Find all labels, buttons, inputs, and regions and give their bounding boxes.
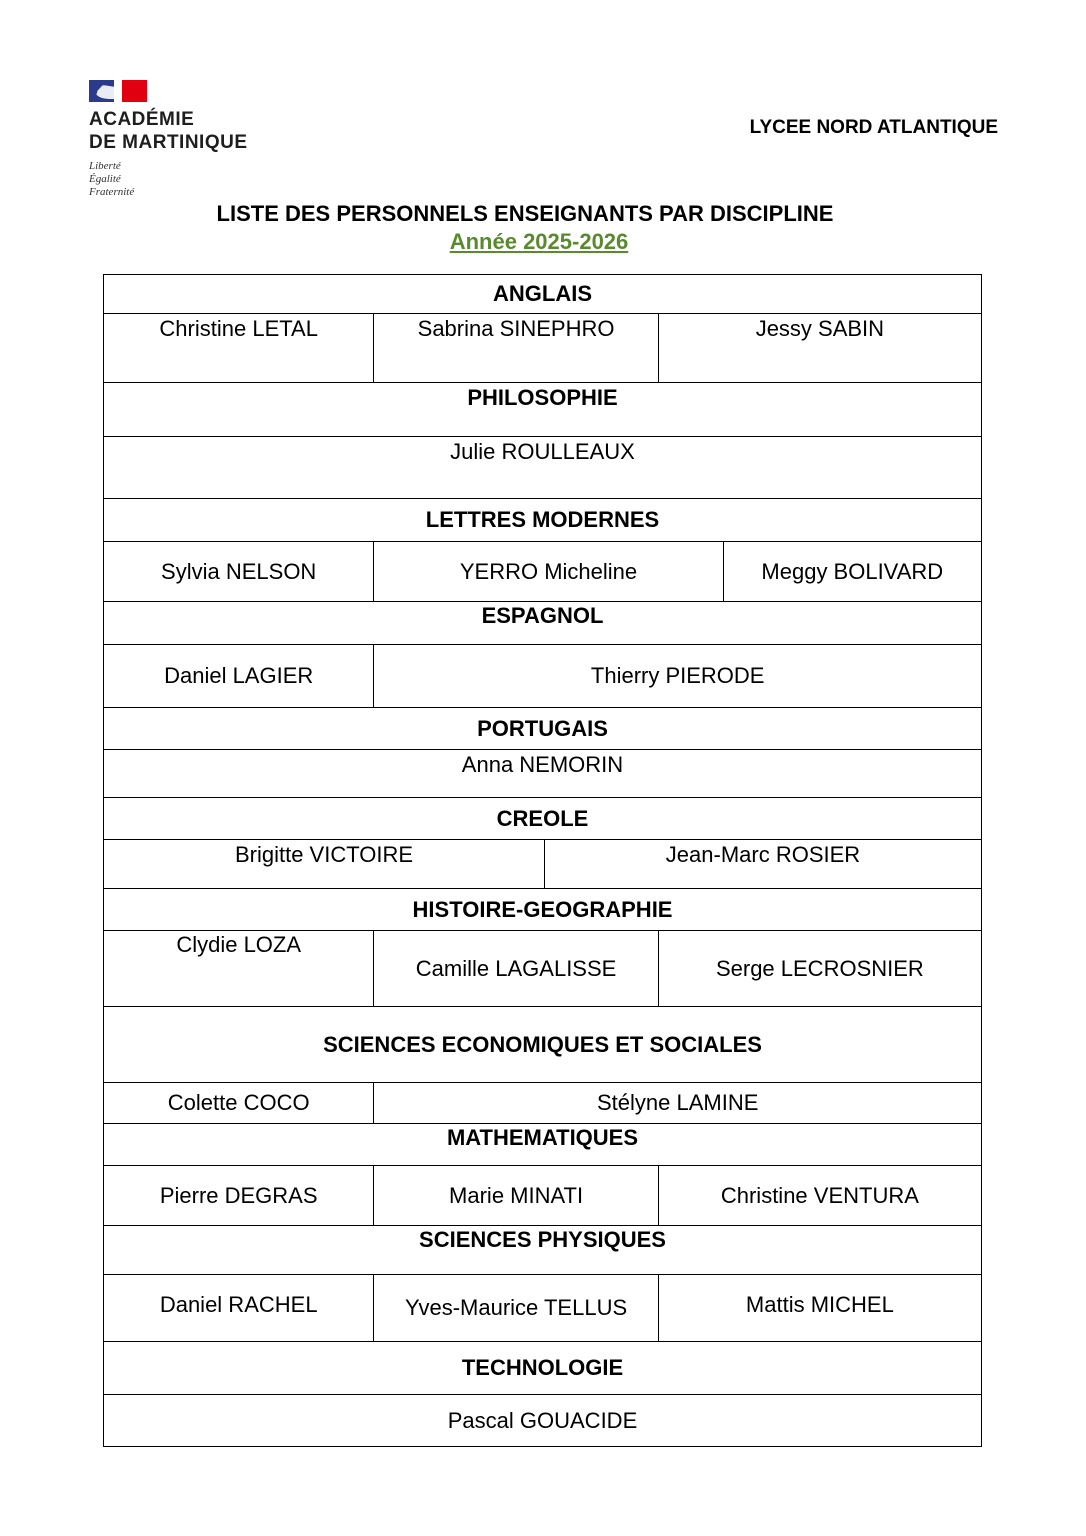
subject-header: PHILOSOPHIE: [467, 385, 618, 410]
subject-row: [103, 1342, 982, 1395]
teacher-cell: Christine VENTURA: [720, 1182, 919, 1208]
teacher-cell: Yves-Maurice TELLUS: [374, 1275, 658, 1341]
subject-header: ESPAGNOL: [481, 603, 604, 628]
teacher-cell: Stélyne LAMINE: [596, 1090, 759, 1115]
teachers-row: [103, 840, 982, 889]
subject-row: [103, 1226, 982, 1275]
teachers-row: [103, 1275, 982, 1342]
teacher-cell: Daniel RACHEL: [104, 1275, 374, 1341]
teachers-row: [103, 1083, 982, 1124]
academie-logo: [89, 80, 289, 199]
teacher-cell: Camille LAGALISSE: [374, 931, 658, 1006]
teacher-cell: Marie MINATI: [374, 1166, 658, 1225]
teacher-cell: Colette COCO: [104, 1083, 374, 1123]
teacher-cell: Jean-Marc ROSIER: [665, 842, 861, 867]
teacher-cell: Pascal GOUACIDE: [447, 1407, 638, 1433]
teachers-row: [103, 1395, 982, 1447]
year-line: Année 2025-2026: [449, 229, 629, 254]
subject-row: [103, 889, 982, 931]
teacher-cell: Daniel LAGIER: [104, 645, 374, 707]
subject-row: [103, 274, 982, 314]
teacher-cell: Mattis MICHEL: [745, 1292, 894, 1317]
teacher-cell: Sylvia NELSON: [104, 542, 374, 601]
subject-header: SCIENCES ECONOMIQUES ET SOCIALES: [323, 1031, 762, 1057]
teacher-cell: Pierre DEGRAS: [104, 1166, 374, 1225]
republic-flag-icon: [89, 80, 147, 102]
subject-header: HISTOIRE-GEOGRAPHIE: [412, 896, 673, 922]
teacher-cell: Sabrina SINEPHRO: [374, 314, 658, 382]
teacher-cell: Clydie LOZA: [104, 931, 374, 1006]
teacher-cell: Jessy SABIN: [755, 316, 885, 341]
title-line: LISTE DES PERSONNELS ENSEIGNANTS PAR DISCIPLINE: [216, 201, 834, 226]
subject-row: [103, 383, 982, 437]
subject-header: ANGLAIS: [493, 281, 592, 306]
teacher-cell: Brigitte VICTOIRE: [104, 840, 545, 888]
teachers-table: [103, 274, 982, 1447]
subject-row: [103, 1124, 982, 1166]
teacher-cell: Serge LECROSNIER: [715, 955, 924, 981]
teacher-cell: Thierry PIERODE: [590, 663, 765, 688]
teacher-cell: YERRO Micheline: [374, 542, 723, 601]
teachers-row: [103, 645, 982, 708]
document-title: [0, 200, 1086, 256]
school-name: LYCEE NORD ATLANTIQUE: [749, 117, 998, 138]
subject-row: [103, 708, 982, 750]
subject-header: PORTUGAIS: [477, 715, 608, 741]
teachers-row: [103, 931, 982, 1007]
subject-header: CREOLE: [496, 805, 589, 831]
subject-header: LETTRES MODERNES: [425, 507, 660, 532]
teachers-row: [103, 750, 982, 798]
subject-header: SCIENCES PHYSIQUES: [419, 1227, 666, 1252]
subject-row: [103, 798, 982, 840]
logo-name: ACADÉMIE DE MARTINIQUE: [89, 109, 248, 153]
teacher-cell: Meggy BOLIVARD: [761, 558, 944, 584]
teachers-row: [103, 1166, 982, 1226]
teacher-cell: Julie ROULLEAUX: [450, 439, 635, 464]
subject-row: [103, 499, 982, 542]
teachers-row: [103, 542, 982, 602]
subject-header: MATHEMATIQUES: [446, 1125, 639, 1150]
teachers-row: [103, 314, 982, 383]
subject-row: [103, 602, 982, 645]
subject-header: TECHNOLOGIE: [461, 1355, 624, 1380]
teacher-cell: Christine LETAL: [104, 314, 374, 382]
teachers-row: [103, 437, 982, 499]
teacher-cell: Anna NEMORIN: [461, 752, 624, 777]
subject-row: [103, 1007, 982, 1083]
logo-motto: Liberté Égalité Fraternité: [89, 160, 135, 198]
